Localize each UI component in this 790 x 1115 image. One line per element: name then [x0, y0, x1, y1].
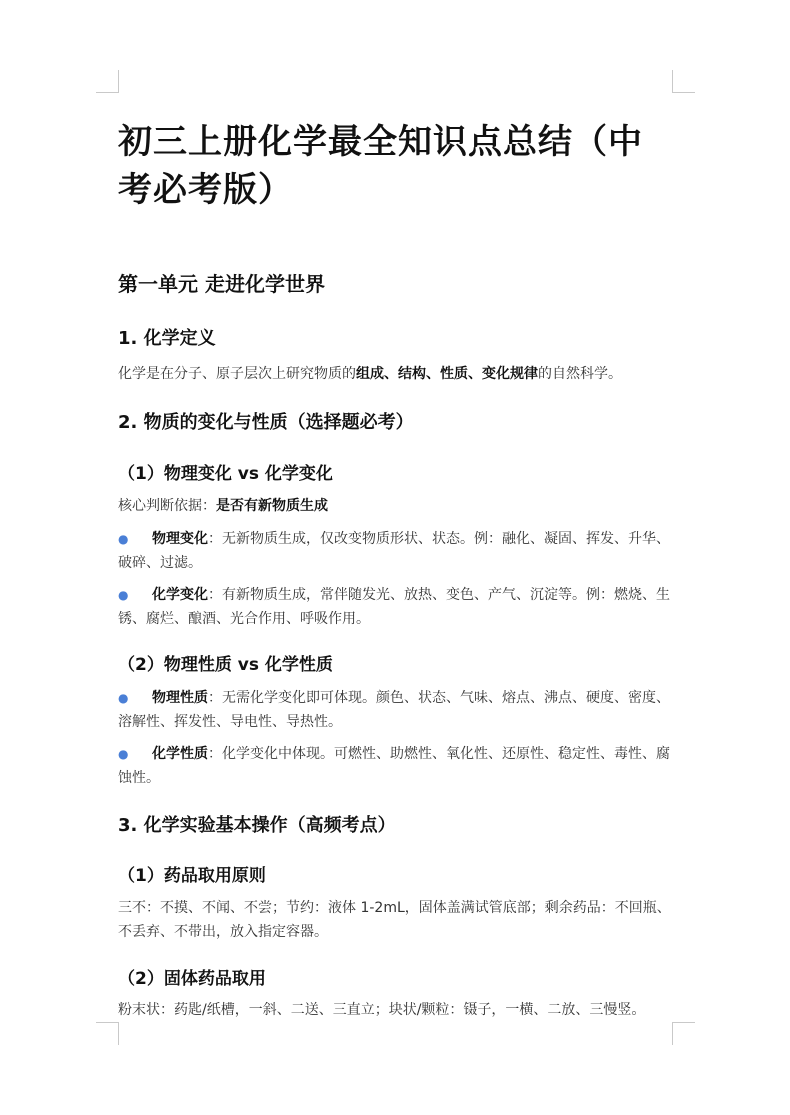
- section-heading-definition: 1. 化学定义: [118, 328, 216, 349]
- definition-text: 化学是在分子、原子层次上研究物质的组成、结构、性质、变化规律的自然科学。: [118, 366, 622, 382]
- list-item: ● 物理性质：无需化学变化即可体现。颜色、状态、气味、熔点、沸点、硬度、密度、溶解性、挥发性、导电性、导热性。: [118, 686, 676, 734]
- list-item: ● 物理变化：无新物质生成，仅改变物质形状、状态。例：融化、凝固、挥发、升华、破碎、过滤。: [118, 527, 676, 575]
- page-corner-mark: [96, 1022, 119, 1045]
- bullet-icon: ●: [118, 588, 129, 602]
- document-page: [118, 118, 676, 1018]
- subheading-drug-rules: （1）药品取用原则: [118, 866, 266, 886]
- list-item: ● 化学变化：有新物质生成，常伴随发光、放热、变色、产气、沉淀等。例：燃烧、生锈、腐烂、酿酒、光合作用、呼吸作用。: [118, 583, 676, 631]
- subheading-solid-drug: （2）固体药品取用: [118, 969, 266, 989]
- subheading-change: （1）物理变化 vs 化学变化: [118, 464, 333, 484]
- subheading-property: （2）物理性质 vs 化学性质: [118, 655, 333, 675]
- bullet-icon: ●: [118, 691, 129, 705]
- document-title: 初三上册化学最全知识点总结（中考必考版）: [118, 122, 643, 210]
- drug-rules-text: 三不：不摸、不闻、不尝；节约：液体 1-2mL，固体盖满试管底部；剩余药品：不回瓶、不丢弃、不带出，放入指定容器。: [118, 900, 671, 940]
- basis-line: 核心判断依据：是否有新物质生成: [118, 498, 328, 514]
- unit-heading: 第一单元 走进化学世界: [118, 272, 325, 296]
- solid-drug-text: 粉末状：药匙/纸槽，一斜、二送、三直立；块状/颗粒：镊子，一横、二放、三慢竖。: [118, 1002, 646, 1018]
- page-corner-mark: [672, 70, 695, 93]
- bullet-icon: ●: [118, 747, 129, 761]
- bullet-icon: ●: [118, 532, 129, 546]
- page-corner-mark: [96, 70, 119, 93]
- page-corner-mark: [672, 1022, 695, 1045]
- section-heading-lab: 3. 化学实验基本操作（高频考点）: [118, 815, 396, 836]
- section-heading-changes: 2. 物质的变化与性质（选择题必考）: [118, 412, 414, 433]
- list-item: ● 化学性质：化学变化中体现。可燃性、助燃性、氧化性、还原性、稳定性、毒性、腐蚀性。: [118, 742, 676, 790]
